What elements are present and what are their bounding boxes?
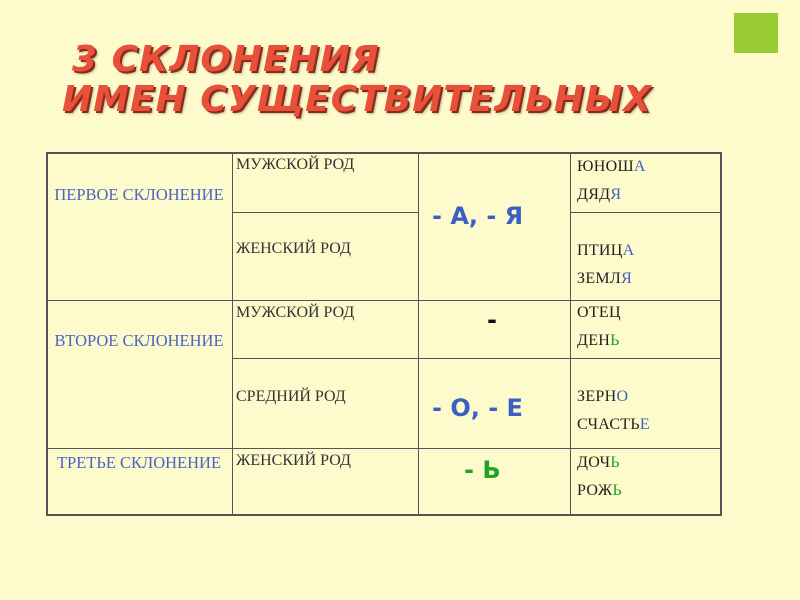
example-word: [577, 153, 646, 181]
word-stem: ПТИЦ: [577, 242, 623, 259]
gender-label: ЖЕНСКИЙ РОД: [236, 240, 351, 257]
declension-third-text: ТРЕТЬЕ СКЛОНЕНИЕ: [56, 453, 222, 472]
word-stem: ЗЕРН: [577, 388, 617, 405]
word-stem: СЧАСТЬ: [577, 416, 640, 433]
example-word: [577, 449, 620, 477]
declension-first-text: ПЕРВОЕ СКЛОНЕНИЕ: [54, 185, 224, 204]
example-word: [577, 383, 628, 411]
word-ending: Я: [610, 186, 622, 203]
word-stem: ДЕН: [577, 332, 611, 349]
word-stem: ДЯД: [577, 186, 611, 203]
example-word: [577, 237, 635, 265]
word-ending: Ь: [610, 332, 620, 349]
word-ending: А: [633, 158, 646, 175]
example-word: [577, 181, 621, 209]
ending-label: - Ь: [464, 456, 501, 484]
word-stem: ОТЕЦ: [577, 304, 621, 321]
ending-label: - А, - Я: [432, 202, 524, 230]
title-line-1: 3 СКЛОНЕНИЯ: [72, 39, 380, 80]
example-word: [577, 265, 632, 293]
gender-label: МУЖСКОЙ РОД: [236, 156, 355, 173]
example-word: [577, 327, 620, 355]
corner-accent-square: [734, 13, 778, 53]
declension-second-text: ВТОРОЕ СКЛОНЕНИЕ: [54, 331, 224, 350]
word-stem: РОЖ: [577, 482, 613, 499]
word-ending: Е: [639, 416, 650, 433]
word-ending: Ь: [610, 454, 620, 471]
word-ending: А: [622, 242, 635, 259]
word-stem: ДОЧ: [577, 454, 611, 471]
slide-title: [62, 40, 652, 120]
example-word: [577, 411, 650, 439]
example-word: [577, 299, 621, 327]
declension-first-label: [46, 183, 232, 207]
word-ending: Я: [621, 270, 633, 287]
ending-label: - О, - Е: [432, 394, 523, 422]
gender-label: ЖЕНСКИЙ РОД: [236, 452, 351, 469]
example-word: [577, 477, 622, 505]
gender-label: СРЕДНИЙ РОД: [236, 388, 346, 405]
word-ending: О: [616, 388, 629, 405]
title-line-2: ИМЕН СУЩЕСТВИТЕЛЬНЫХ: [62, 79, 652, 120]
declension-second-label: [46, 329, 232, 353]
word-ending: Ь: [612, 482, 622, 499]
gender-label: МУЖСКОЙ РОД: [236, 304, 355, 321]
word-stem: ЮНОШ: [577, 158, 634, 175]
declension-third-label: [46, 451, 232, 475]
ending-label: -: [487, 306, 497, 334]
word-stem: ЗЕМЛ: [577, 270, 622, 287]
